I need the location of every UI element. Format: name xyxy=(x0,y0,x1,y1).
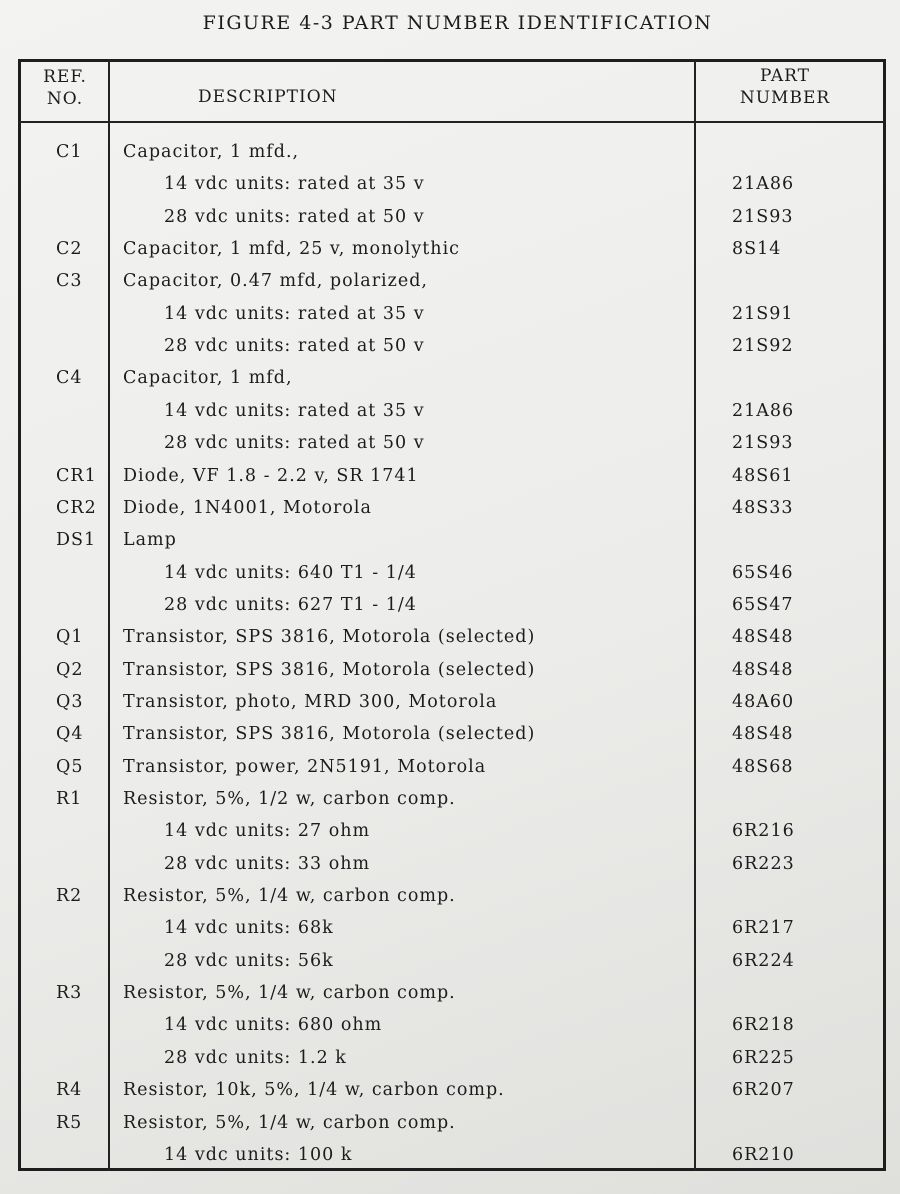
part-number-cell: 65S47 xyxy=(732,594,794,615)
ref-no-cell: C2 xyxy=(56,239,83,260)
table-row xyxy=(18,298,886,330)
description-cell: Diode, VF 1.8 - 2.2 v, SR 1741 xyxy=(123,465,419,486)
description-cell: 14 vdc units: 100 k xyxy=(164,1144,353,1165)
part-number-cell: 48S48 xyxy=(732,627,794,648)
description-cell: 28 vdc units: 1.2 k xyxy=(164,1047,347,1068)
table-row xyxy=(18,783,886,815)
description-cell: Resistor, 5%, 1/4 w, carbon comp. xyxy=(123,983,456,1004)
description-cell: 28 vdc units: rated at 50 v xyxy=(164,433,425,454)
description-cell: 28 vdc units: 33 ohm xyxy=(164,853,371,874)
table-row xyxy=(18,168,886,200)
header-part-number xyxy=(710,65,860,109)
table-row xyxy=(18,751,886,783)
part-number-cell: 6R218 xyxy=(732,1015,795,1036)
description-cell: 28 vdc units: rated at 50 v xyxy=(164,206,425,227)
ref-no-cell: C4 xyxy=(56,368,83,389)
table-row xyxy=(18,589,886,621)
ref-no-cell: CR1 xyxy=(56,465,97,486)
part-number-cell: 48S48 xyxy=(732,724,794,745)
description-cell: 14 vdc units: 27 ohm xyxy=(164,821,371,842)
table-row xyxy=(18,136,886,168)
page-title: FIGURE 4-3 PART NUMBER IDENTIFICATION xyxy=(202,12,713,34)
header-part-line2: NUMBER xyxy=(739,88,831,108)
description-cell: Capacitor, 1 mfd, xyxy=(123,368,293,389)
ref-no-cell: Q3 xyxy=(56,691,84,712)
description-cell: Transistor, SPS 3816, Motorola (selected) xyxy=(123,724,536,745)
table-row xyxy=(18,977,886,1009)
table-row xyxy=(18,362,886,394)
description-cell: Resistor, 10k, 5%, 1/4 w, carbon comp. xyxy=(123,1080,505,1101)
description-cell: 28 vdc units: rated at 50 v xyxy=(164,336,425,357)
part-number-cell: 48S61 xyxy=(732,465,794,486)
table-row xyxy=(18,848,886,880)
header-description: DESCRIPTION xyxy=(198,87,338,107)
description-cell: 14 vdc units: rated at 35 v xyxy=(164,174,425,195)
description-cell: Resistor, 5%, 1/4 w, carbon comp. xyxy=(123,1112,456,1133)
table-row xyxy=(18,880,886,912)
ref-no-cell: C3 xyxy=(56,271,83,292)
part-number-cell: 21S93 xyxy=(732,433,794,454)
header-divider xyxy=(18,121,886,123)
part-number-cell: 48S68 xyxy=(732,756,794,777)
part-number-cell: 6R217 xyxy=(732,918,795,939)
description-cell: Resistor, 5%, 1/2 w, carbon comp. xyxy=(123,789,456,809)
table-row xyxy=(18,1042,886,1074)
part-number-cell: 6R210 xyxy=(732,1144,795,1165)
description-cell: Capacitor, 1 mfd., xyxy=(123,142,300,162)
table-row xyxy=(18,912,886,944)
table-row xyxy=(18,1009,886,1041)
table-row xyxy=(18,557,886,589)
header-ref-no xyxy=(30,66,100,110)
table-row xyxy=(18,686,886,718)
description-cell: Lamp xyxy=(123,530,177,551)
ref-no-cell: Q5 xyxy=(56,756,84,777)
ref-no-cell: R5 xyxy=(56,1112,83,1133)
ref-no-cell: CR2 xyxy=(56,497,97,518)
table-row xyxy=(18,524,886,556)
table-row xyxy=(18,945,886,977)
table-row xyxy=(18,654,886,686)
description-cell: Capacitor, 0.47 mfd, polarized, xyxy=(123,271,428,292)
table-row xyxy=(18,233,886,265)
table-row xyxy=(18,201,886,233)
table-row xyxy=(18,265,886,297)
ref-no-cell: R4 xyxy=(56,1080,83,1101)
ref-no-cell: Q2 xyxy=(56,659,84,680)
part-number-cell: 21S92 xyxy=(732,336,794,357)
part-number-cell: 65S46 xyxy=(732,562,794,583)
description-cell: 14 vdc units: rated at 35 v xyxy=(164,303,425,324)
part-number-cell: 21S93 xyxy=(732,206,794,227)
table-row xyxy=(18,621,886,653)
ref-no-cell: R2 xyxy=(56,886,83,907)
part-number-cell: 6R223 xyxy=(732,853,795,874)
description-cell: Resistor, 5%, 1/4 w, carbon comp. xyxy=(123,886,456,907)
part-number-cell: 48S48 xyxy=(732,659,794,680)
description-cell: 14 vdc units: 640 T1 - 1/4 xyxy=(164,562,417,583)
table-row xyxy=(18,1107,886,1139)
ref-no-cell: Q4 xyxy=(56,724,84,745)
ref-no-cell: Q1 xyxy=(56,627,84,648)
table-row xyxy=(18,1139,886,1171)
ref-no-cell: DS1 xyxy=(56,530,97,551)
description-cell: 28 vdc units: 56k xyxy=(164,950,334,971)
table-row xyxy=(18,492,886,524)
description-cell: Diode, 1N4001, Motorola xyxy=(123,497,372,518)
part-number-cell: 21S91 xyxy=(732,303,794,324)
part-number-cell: 6R207 xyxy=(732,1080,795,1101)
table-row xyxy=(18,330,886,362)
part-number-cell: 6R216 xyxy=(732,821,795,842)
part-number-cell: 6R224 xyxy=(732,950,795,971)
description-cell: Transistor, SPS 3816, Motorola (selected) xyxy=(123,659,536,680)
part-number-cell: 48A60 xyxy=(732,691,795,712)
header-ref-line1: REF. xyxy=(43,67,87,87)
header-part-line1: PART xyxy=(760,66,810,86)
description-cell: 28 vdc units: 627 T1 - 1/4 xyxy=(164,594,417,615)
table-row xyxy=(18,395,886,427)
description-cell: 14 vdc units: 680 ohm xyxy=(164,1015,383,1036)
table-row xyxy=(18,460,886,492)
part-number-cell: 48S33 xyxy=(732,497,794,518)
part-number-cell: 21A86 xyxy=(732,174,795,195)
description-cell: 14 vdc units: rated at 35 v xyxy=(164,400,425,421)
table-row xyxy=(18,427,886,459)
description-cell: Capacitor, 1 mfd, 25 v, monolythic xyxy=(123,239,460,260)
ref-no-cell: C1 xyxy=(56,142,83,162)
description-cell: Transistor, power, 2N5191, Motorola xyxy=(123,756,487,777)
table-row xyxy=(18,718,886,750)
ref-no-cell: R3 xyxy=(56,983,83,1004)
header-ref-line2: NO. xyxy=(46,89,84,109)
part-number-cell: 6R225 xyxy=(732,1047,795,1068)
ref-no-cell: R1 xyxy=(56,789,83,809)
description-cell: 14 vdc units: 68k xyxy=(164,918,334,939)
table-row xyxy=(18,1074,886,1106)
table-row xyxy=(18,815,886,847)
part-number-cell: 21A86 xyxy=(732,400,795,421)
part-number-cell: 8S14 xyxy=(732,239,782,260)
description-cell: Transistor, SPS 3816, Motorola (selected) xyxy=(123,627,536,648)
description-cell: Transistor, photo, MRD 300, Motorola xyxy=(123,691,498,712)
